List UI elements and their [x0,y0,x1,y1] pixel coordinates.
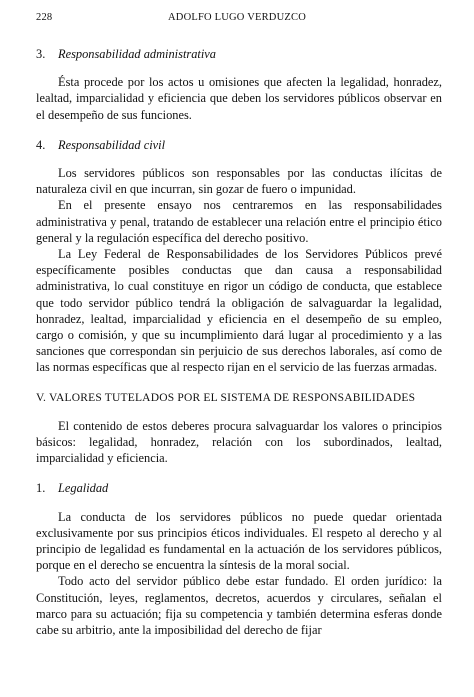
section-heading [36,137,442,153]
running-head: ADOLFO LUGO VERDUZCO [168,12,306,23]
section-1 [36,480,442,638]
page-number: 228 [36,12,53,23]
section-4 [36,137,442,376]
chapter-heading: V. VALORES TUTELADOS POR EL SISTEMA DE RESPONSABILIDADES [36,391,416,404]
section-title: Legalidad [58,481,109,496]
paragraph: Los servidores públicos son responsables por las conductas ilícitas de naturaleza civil en que incurran, sin gozar de fuero o impunidad. [36,166,442,197]
section-heading [36,46,442,62]
paragraph: En el presente ensayo nos centraremos en las responsabilidades administrativa y penal, tratando de establecer una relación entre el principio ético general y la regulación específica del derecho positivo. [36,198,442,245]
section-3 [36,46,442,123]
page-header [36,12,438,26]
body-text [36,40,442,652]
section-number: 3. [36,47,46,61]
section-number: 4. [36,137,46,152]
section-heading [36,480,442,496]
paragraph: Todo acto del servidor público debe estar fundado. El orden jurídico: la Constitución, leyes, reglamentos, decretos, acuerdos y circulares, señalan el marco para su actuación; fija su competencia y también determina esferas donde cabe su arbitrio, ante la imposibilidad del derecho de fijar [36,574,442,638]
section-v-intro [36,418,442,467]
paragraph: Ésta procede por los actos u omisiones que afecten la legalidad, honradez, lealtad, imparcialidad y eficiencia que deben los servidores públicos observar en el desempeño de sus funciones. [36,75,442,122]
paragraph: La Ley Federal de Responsabilidades de los Servidores Públicos prevé específicamente posibles conductas que dan causa a responsabilidad administrativa, lo cual constituye en rigor un código de conducta, que establece que todo servidor público tendrá la obligación de salvaguardar la legalidad, honradez, lealtad, imparcialidad y eficiencia en el desempeño de su empleo, cargo o comisión, y que su incumplimiento dará lugar al procedimiento y a las sanciones que correspondan sin perjuicio de sus derechos laborales, así como de las normas específicas que al respecto rijan en el servicio de las fuerzas armadas. [36,247,442,375]
section-title: Responsabilidad administrativa [58,47,216,61]
section-number: 1. [36,481,46,496]
paragraph: La conducta de los servidores públicos no puede quedar orientada exclusivamente por sus principios éticos individuales. El respeto al derecho y al principio de legalidad es fundamental en la actuación de los servidores públicos, porque en el derecho se encuentra la síntesis de la moral social. [36,509,442,573]
section-title: Responsabilidad civil [58,137,166,152]
paragraph: El contenido de estos deberes procura salvaguardar los valores o principios básicos: legalidad, honradez, relación con los subordinados, lealtad, imparcialidad y eficiencia. [36,418,442,466]
